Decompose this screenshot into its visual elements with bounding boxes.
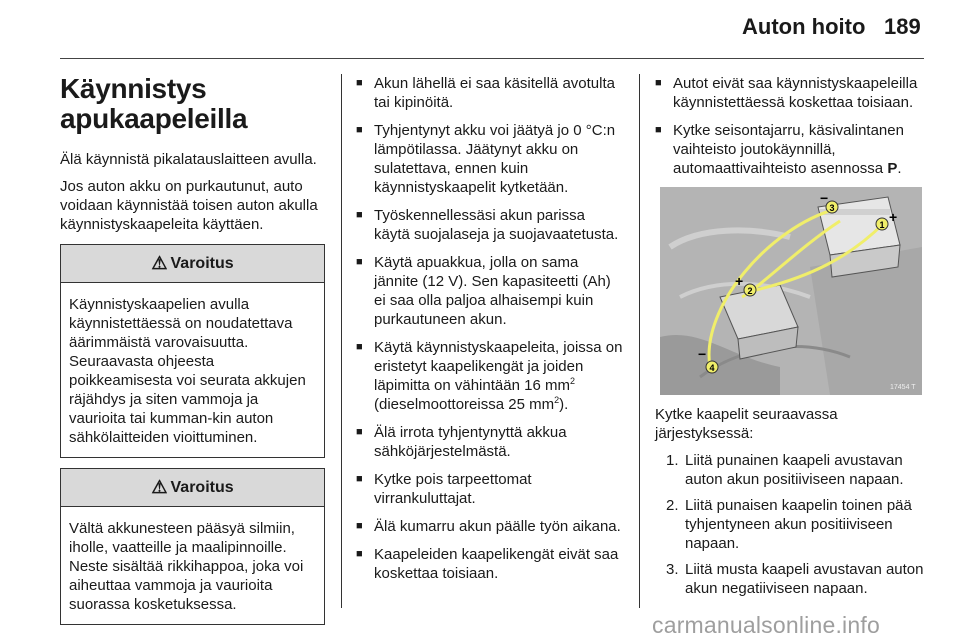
callout-2 (744, 284, 756, 296)
page-number: 189 (884, 14, 921, 39)
warning-box (60, 244, 325, 458)
callout-1-label: 1 (879, 220, 885, 230)
superscript: 2 (554, 395, 560, 405)
list-item: ■ Kaapeleiden kaapelikengät eivät saa koskettaa toisiaan. (356, 545, 624, 583)
column-middle (356, 74, 624, 592)
callout-4-label: 4 (709, 363, 715, 373)
paragraph: Kytke kaapelit seuraavassa järjestyksessä: (655, 406, 838, 442)
figure-id: 17454 T (890, 384, 916, 391)
list-item (655, 121, 927, 178)
list-item-text: Käytä käynnistyskaapeleita, joissa on eristetyt kaapelikengät ja joiden läpimitta on vähintään 16 mm (374, 339, 623, 394)
list-item (356, 338, 624, 414)
header-rule (60, 58, 924, 59)
paragraph: Jos auton akku on purkautunut, auto voidaan käynnistää toisen auton akulla käynnistyskaapeleita käyttäen. (60, 178, 318, 233)
column-right (655, 74, 927, 605)
header-title: Auton hoito (742, 14, 866, 39)
superscript: 2 (569, 376, 575, 386)
list-item (655, 496, 927, 553)
list-item: ■ Akun lähellä ei saa käsitellä avotulta tai kipinöitä. (356, 74, 624, 112)
warning-text: Vältä akkunesteen pääsyä silmiin, iholle, vaatteille ja maalipinnoille. Neste sisältää rikkihappoa, joka voi aiheuttaa vammoja ja vaurioita suorassa kosketuksessa. (69, 520, 304, 613)
list-item-text: (dieselmoottoreissa 25 mm (374, 396, 555, 413)
column-left (60, 74, 325, 625)
list-item-text: . (897, 160, 902, 177)
callout-1 (876, 218, 888, 230)
list-item: ■ Älä irrota tyhjentynyttä akkua sähköjärjestelmästä. (356, 423, 624, 461)
step-text: Liitä punaisen kaapelin toinen pää tyhjentyneen akun positiiviseen napaan. (685, 497, 912, 552)
column-divider (639, 74, 640, 608)
watermark: carmanualsonline.info (652, 612, 880, 638)
warning-text: Käynnistyskaapelien avulla käynnistettäessä on noudatettava äärimmäistä varovaisuutta. Seuraavasta ohjeesta poikkeamisesta voi seurata akkujen räjähdys ja siten vammoja ja vaurioita tai kumman-kin auton sähkölaitteiden vioittuminen. (69, 296, 306, 446)
warning-title: Varoitus (170, 478, 234, 496)
bullet-list (655, 74, 927, 178)
plus-sign: + (735, 273, 744, 289)
warning-triangle-icon: ⚠ (151, 477, 168, 497)
list-item: ■ Työskennellessäsi akun parissa käytä suojalaseja ja suojavaatetusta. (356, 206, 624, 244)
numbered-list (655, 451, 927, 598)
warning-box (60, 468, 325, 625)
list-item: ■ Kytke pois tarpeettomat virrankuluttajat. (356, 470, 624, 508)
list-item (655, 560, 927, 598)
list-item-text: ). (559, 396, 569, 413)
warning-header (61, 245, 324, 283)
list-item: ■ Älä kumarru akun päälle työn aikana. (356, 517, 624, 536)
gear-position: P (887, 160, 898, 177)
jump-start-illustration (660, 187, 922, 395)
bullet-list (356, 74, 624, 583)
step-text: Liitä punainen kaapeli avustavan auton akun positiiviseen napaan. (685, 452, 904, 488)
list-item: ■ Käytä apuakkua, jolla on sama jännite (12 V). Sen kapasiteetti (Ah) ei saa olla paljoa alhaisempi kuin purkautuneen akun. (356, 253, 624, 329)
list-item: ■ Tyhjentynyt akku voi jäätyä jo 0 °C:n lämpötilassa. Jäätynyt akku on sulatettava, ennen kuin käynnistyskaapelit kytketään. (356, 121, 624, 197)
step-number: 2. (666, 497, 679, 514)
paragraph: Älä käynnistä pikalatauslaitteen avulla. (60, 151, 317, 168)
plus-sign: + (889, 209, 898, 225)
minus-sign: − (820, 190, 829, 206)
column-divider (341, 74, 342, 608)
list-item (655, 451, 927, 489)
step-number: 3. (666, 561, 679, 578)
callout-4 (706, 361, 718, 373)
warning-triangle-icon: ⚠ (151, 253, 168, 273)
callout-2-label: 2 (747, 286, 753, 296)
step-text: Liitä musta kaapeli avustavan auton akun negatiiviseen napaan. (685, 561, 924, 597)
list-item-text: Kytke seisontajarru, käsivalintanen vaihteisto joutokäynnillä, automaattivaihteisto asennossa (673, 122, 904, 177)
warning-title: Varoitus (170, 254, 234, 272)
engine-bay-drawing (660, 187, 922, 395)
callout-3-label: 3 (829, 203, 835, 213)
section-heading: Käynnistys apukaapeleilla (60, 73, 248, 134)
step-number: 1. (666, 452, 679, 469)
minus-sign: − (698, 346, 707, 362)
warning-header (61, 469, 324, 507)
list-item: ■ Autot eivät saa käynnistyskaapeleilla käynnistettäessä koskettaa toisiaan. (655, 74, 927, 112)
